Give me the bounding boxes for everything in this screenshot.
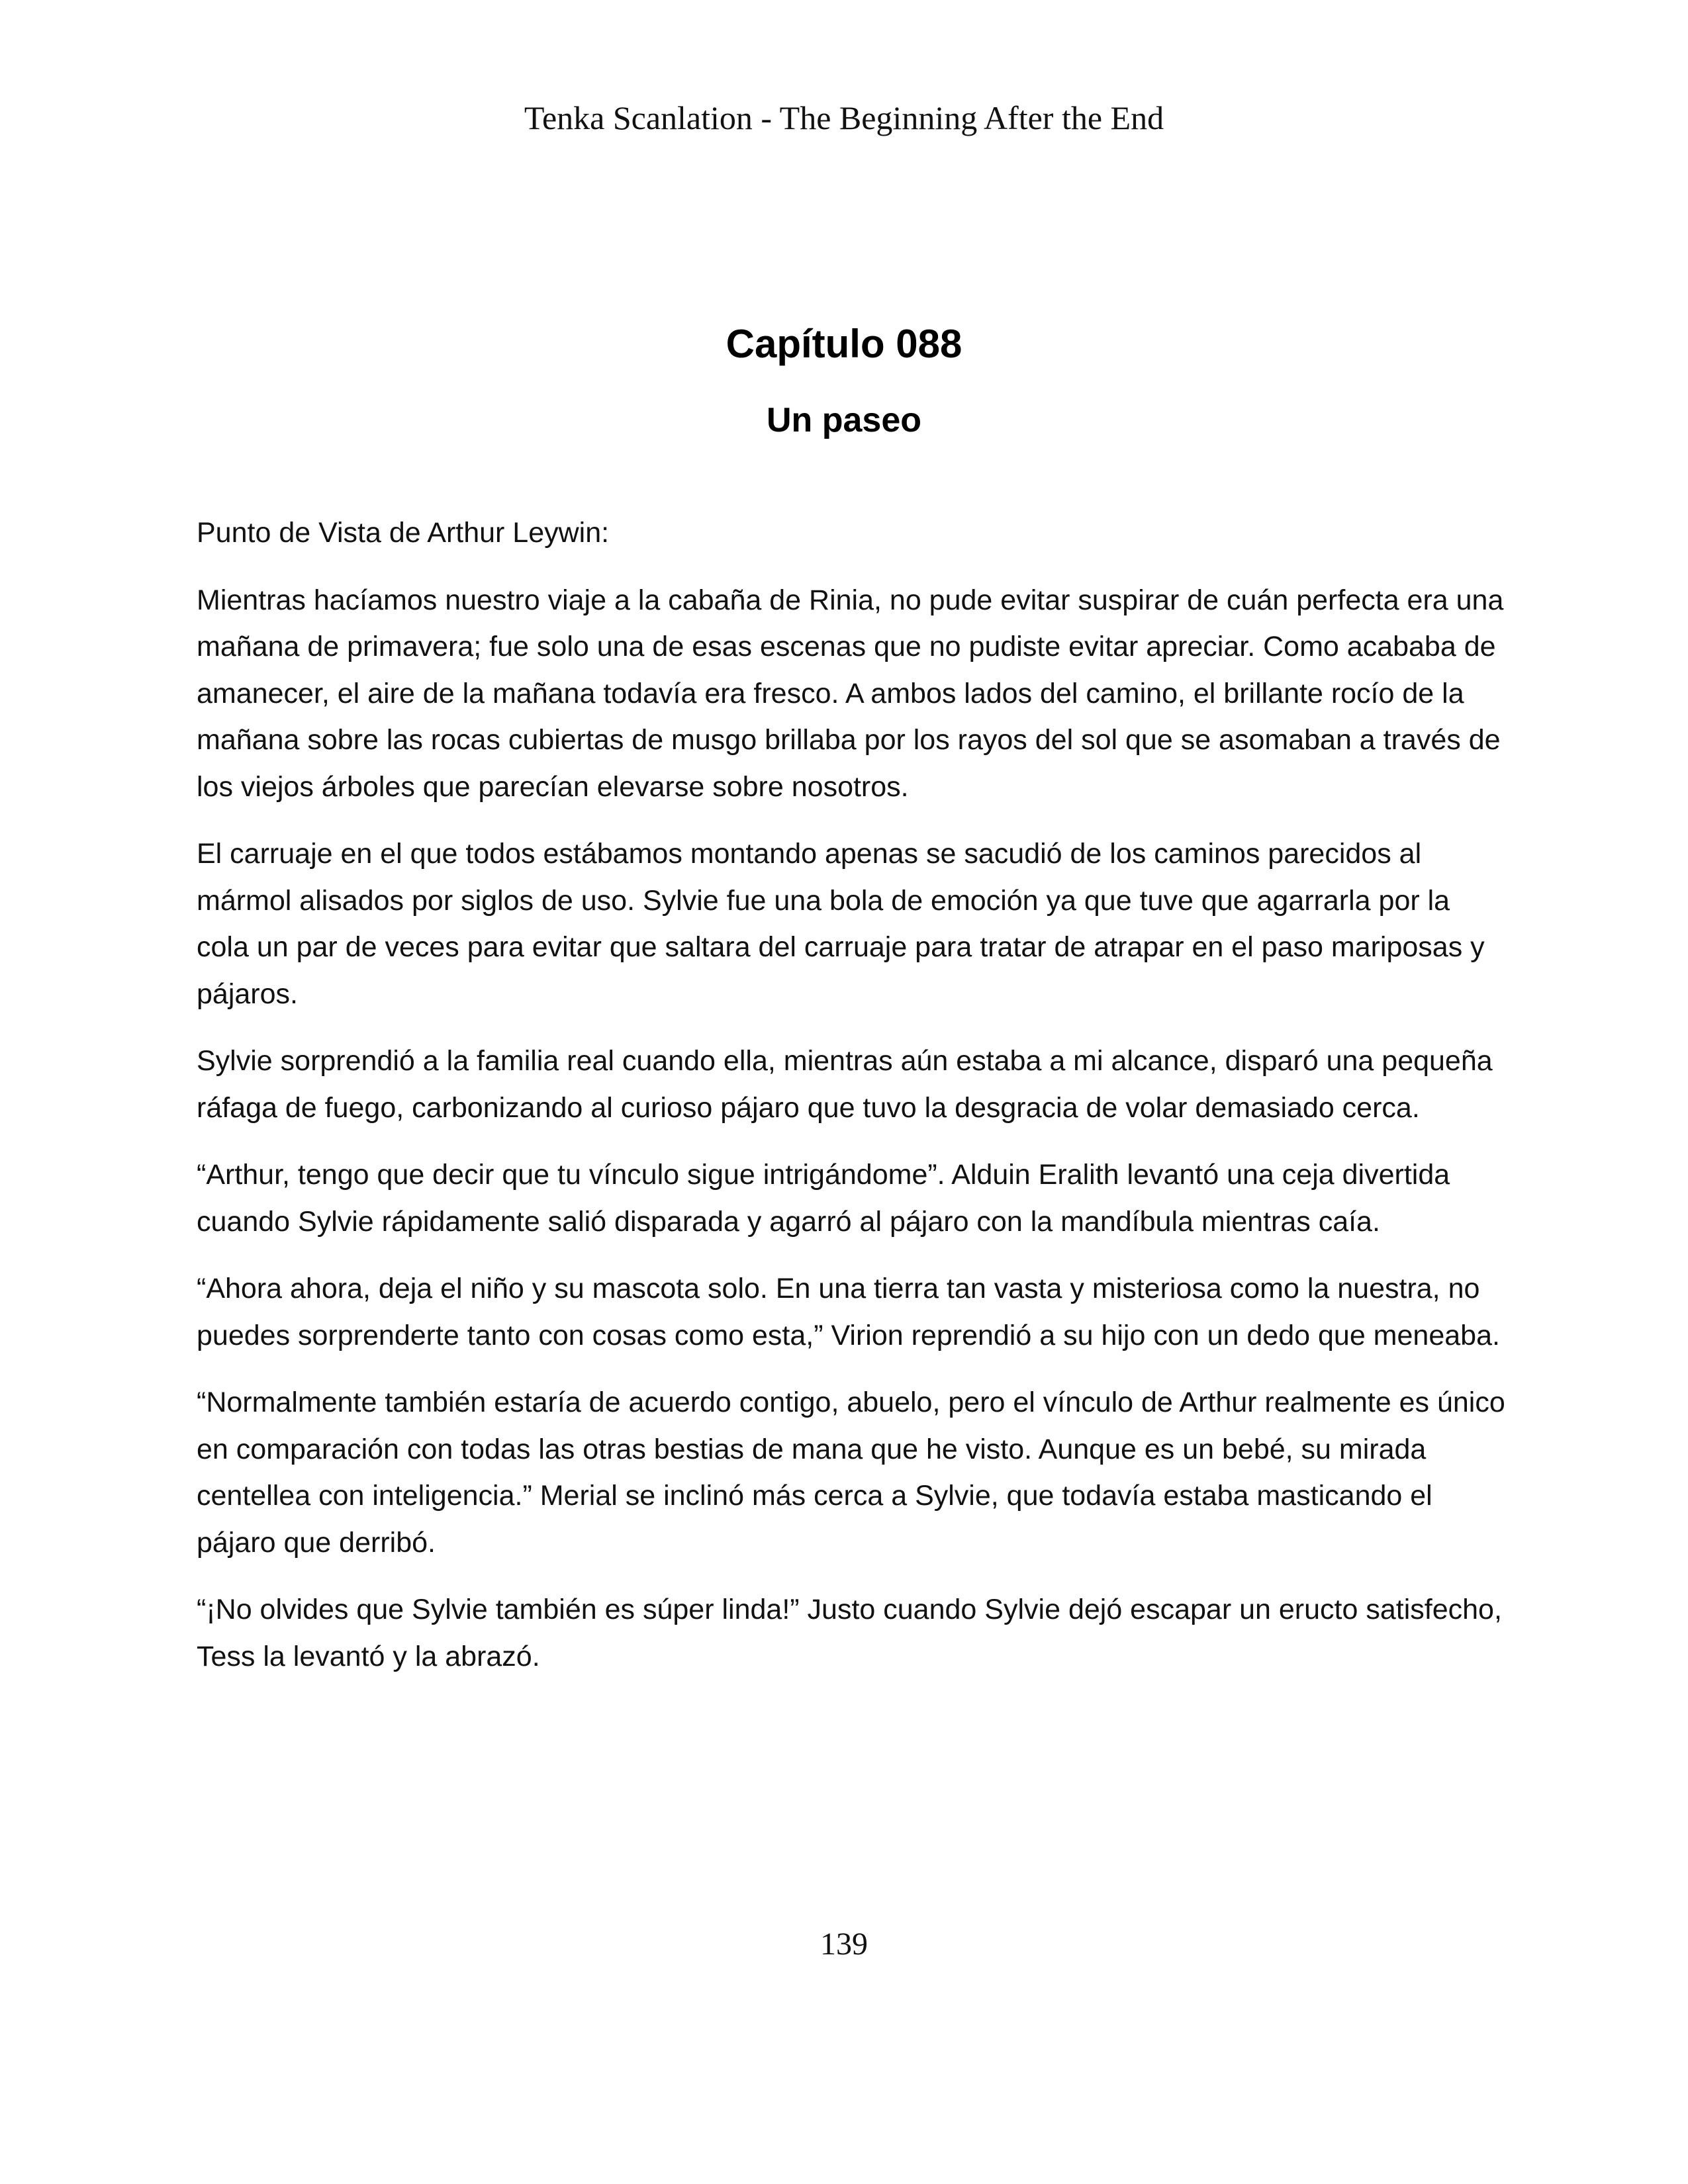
- paragraph: “Ahora ahora, deja el niño y su mascota solo. En una tierra tan vasta y misteriosa como la nuestra, no puedes sorprenderte tanto con cosas como esta,” Virion reprendió a su hijo con un dedo que meneaba.: [197, 1273, 1500, 1351]
- paragraph-pov-heading: Punto de Vista de Arthur Leywin:: [197, 517, 610, 549]
- page-number: 139: [820, 1927, 868, 1962]
- paragraph: “Arthur, tengo que decir que tu vínculo sigue intrigándome”. Alduin Eralith levantó una ceja divertida cuando Sylvie rápidamente salió disparada y agarró al pájaro con la mandíbula mientras caía.: [197, 1159, 1450, 1238]
- running-header: Tenka Scanlation - The Beginning After the End: [524, 99, 1164, 136]
- paragraph: “¡No olvides que Sylvie también es súper linda!” Justo cuando Sylvie dejó escapar un eructo satisfecho, Tess la levantó y la abrazó.: [197, 1594, 1502, 1672]
- chapter-subtitle: Un paseo: [766, 401, 922, 439]
- paragraph: “Normalmente también estaría de acuerdo contigo, abuelo, pero el vínculo de Arthur realmente es único en comparación con todas las otras bestias de mana que he visto. Aunque es un bebé, su mirada centellea con inteligencia.” Merial se inclinó más cerca a Sylvie, que todavía estaba masticando el pájaro que derribó.: [197, 1387, 1505, 1559]
- paragraph: El carruaje en el que todos estábamos montando apenas se sacudió de los caminos parecidos al mármol alisados por siglos de uso. Sylvie fue una bola de emoción ya que tuve que agarrarla por la cola un par de veces para evitar que saltara del carruaje para tratar de atrapar en el paso mariposas y pájaros.: [197, 838, 1485, 1010]
- chapter-title: Capítulo 088: [726, 322, 962, 366]
- body-text: [197, 510, 1507, 1700]
- paragraph: Sylvie sorprendió a la familia real cuando ella, mientras aún estaba a mi alcance, disparó una pequeña ráfaga de fuego, carbonizando al curioso pájaro que tuvo la desgracia de volar demasiado cerca.: [197, 1045, 1493, 1124]
- paragraph: Mientras hacíamos nuestro viaje a la cabaña de Rinia, no pude evitar suspirar de cuán perfecta era una mañana de primavera; fue solo una de esas escenas que no pudiste evitar apreciar. Como acababa de amanecer, el aire de la mañana todavía era fresco. A ambos lados del camino, el brillante rocío de la mañana sobre las rocas cubiertas de musgo brillaba por los rayos del sol que se asomaban a través de los viejos árboles que parecían elevarse sobre nosotros.: [197, 584, 1504, 803]
